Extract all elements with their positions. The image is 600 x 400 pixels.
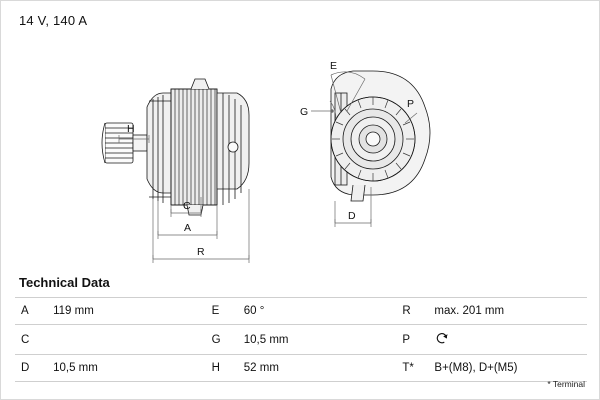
row-key-h: H (206, 355, 238, 382)
row-value-c (47, 325, 206, 355)
label-e: E (330, 60, 338, 72)
front-view (331, 71, 430, 201)
page-title: 14 V, 140 A (19, 13, 88, 28)
label-d: D (348, 210, 356, 222)
row-value-e: 60 ° (238, 298, 397, 325)
row-value-g: 10,5 mm (238, 325, 397, 355)
table-row (15, 298, 587, 325)
alternator-drawing (1, 27, 600, 267)
row-key-d: D (15, 355, 47, 382)
row-value-d: 10,5 mm (47, 355, 206, 382)
label-c: C (183, 200, 191, 212)
front-housing (147, 93, 171, 203)
leader-g (311, 110, 333, 113)
shaft (133, 135, 147, 151)
rear-housing (217, 93, 249, 205)
row-value-p (428, 325, 587, 355)
technical-data-heading: Technical Data (19, 275, 110, 290)
table-row (15, 355, 587, 382)
row-value-r: max. 201 mm (428, 298, 587, 325)
drawing-svg (1, 27, 600, 267)
row-key-p: P (396, 325, 428, 355)
table-row (15, 325, 587, 355)
row-value-h: 52 mm (238, 355, 397, 382)
label-g: G (300, 106, 309, 118)
terminal-footnote: * Terminal (547, 379, 585, 389)
row-key-c: C (15, 325, 47, 355)
row-value-a: 119 mm (47, 298, 206, 325)
row-key-t: T* (396, 355, 428, 382)
technical-data-table (15, 297, 587, 382)
stator-body (171, 89, 217, 205)
label-h: H (127, 123, 135, 135)
label-r: R (197, 246, 205, 258)
row-value-t: B+(M8), D+(M5) (428, 355, 587, 382)
mounting-ear-top (191, 79, 209, 89)
foot (351, 185, 365, 201)
label-p: P (407, 98, 415, 110)
row-key-a: A (15, 298, 47, 325)
row-key-r: R (396, 298, 428, 325)
row-key-e: E (206, 298, 238, 325)
row-key-g: G (206, 325, 238, 355)
rotation-arrow-icon (434, 331, 450, 348)
label-a: A (184, 222, 192, 234)
